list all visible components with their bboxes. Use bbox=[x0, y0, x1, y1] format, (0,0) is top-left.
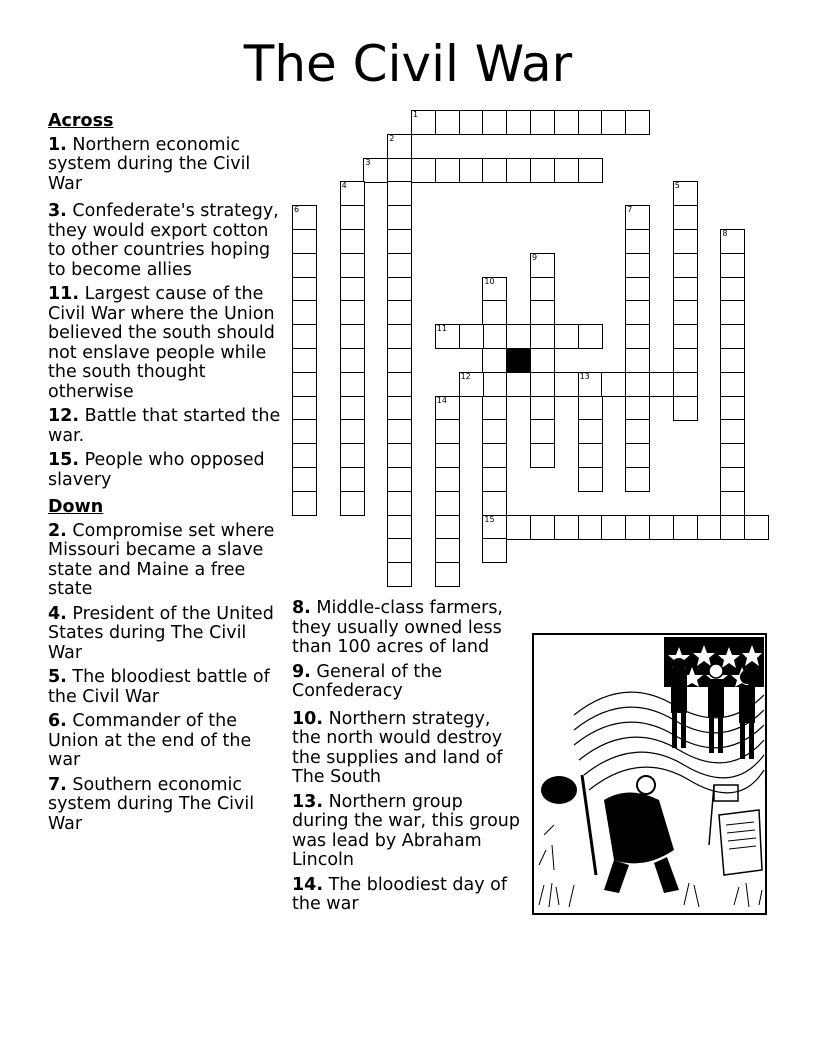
crossword-cell[interactable] bbox=[292, 277, 317, 302]
crossword-cell[interactable] bbox=[554, 158, 579, 183]
crossword-cell[interactable] bbox=[720, 277, 745, 302]
crossword-cell-number: 6 bbox=[294, 205, 300, 215]
crossword-cell[interactable] bbox=[387, 229, 412, 254]
crossword-cell[interactable] bbox=[482, 277, 507, 302]
crossword-cell-number: 10 bbox=[484, 276, 495, 286]
crossword-cell[interactable] bbox=[530, 158, 555, 183]
crossword-cell[interactable] bbox=[292, 229, 317, 254]
crossword-cell[interactable] bbox=[292, 324, 317, 349]
crossword-cell-number: 2 bbox=[389, 133, 395, 143]
down-clues-column-2 bbox=[292, 599, 520, 920]
crossword-cell[interactable] bbox=[459, 110, 484, 135]
crossword-cell[interactable] bbox=[482, 515, 507, 540]
crossword-cell[interactable] bbox=[530, 396, 555, 421]
clue-number: 14. bbox=[292, 874, 324, 895]
crossword-cell[interactable] bbox=[673, 300, 698, 325]
clue-text: Southern economic system during The Civil War bbox=[48, 774, 255, 834]
crossword-cell[interactable] bbox=[720, 229, 745, 254]
crossword-cell[interactable] bbox=[387, 158, 412, 183]
crossword-cell[interactable] bbox=[625, 443, 650, 468]
crossword-cell[interactable] bbox=[482, 419, 507, 444]
crossword-cell[interactable] bbox=[673, 277, 698, 302]
crossword-cell-number: 7 bbox=[627, 205, 633, 215]
crossword-cell[interactable] bbox=[625, 253, 650, 278]
crossword-cell[interactable] bbox=[625, 205, 650, 230]
crossword-block-cell bbox=[506, 348, 531, 373]
crossword-cell[interactable] bbox=[673, 396, 698, 421]
crossword-cell[interactable] bbox=[482, 158, 507, 183]
crossword-cell[interactable] bbox=[435, 443, 460, 468]
clue-down-14 bbox=[292, 876, 520, 915]
crossword-cell[interactable] bbox=[625, 372, 650, 397]
crossword-cell[interactable] bbox=[387, 538, 412, 563]
clue-text: Middle-class farmers, they usually owned less than 100 acres of land bbox=[292, 598, 503, 657]
crossword-cell[interactable] bbox=[720, 348, 745, 373]
crossword-cell[interactable] bbox=[292, 253, 317, 278]
clue-down-10 bbox=[292, 710, 520, 788]
crossword-cell[interactable] bbox=[673, 181, 698, 206]
crossword-cell[interactable] bbox=[435, 158, 460, 183]
crossword-cell-number: 13 bbox=[579, 371, 590, 381]
crossword-cell[interactable] bbox=[340, 348, 365, 373]
crossword-cell[interactable] bbox=[387, 419, 412, 444]
crossword-cell[interactable] bbox=[482, 372, 507, 397]
clue-number: 12. bbox=[48, 406, 80, 426]
crossword-cell-number: 12 bbox=[460, 371, 471, 381]
clue-number: 9. bbox=[292, 661, 311, 682]
crossword-cell[interactable] bbox=[292, 396, 317, 421]
crossword-cell[interactable] bbox=[720, 372, 745, 397]
clue-number: 2. bbox=[48, 520, 67, 541]
crossword-cell[interactable] bbox=[578, 372, 603, 397]
clue-text: President of the United States during The Civil War bbox=[48, 603, 274, 663]
crossword-cell[interactable] bbox=[387, 515, 412, 540]
crossword-cell[interactable] bbox=[435, 467, 460, 492]
crossword-cell[interactable] bbox=[411, 110, 436, 135]
crossword-cell[interactable] bbox=[578, 515, 603, 540]
crossword-cell[interactable] bbox=[625, 229, 650, 254]
crossword-cell[interactable] bbox=[530, 277, 555, 302]
crossword-cell[interactable] bbox=[554, 324, 579, 349]
crossword-cell[interactable] bbox=[292, 491, 317, 516]
clue-number: 11. bbox=[48, 284, 80, 304]
crossword-cell[interactable] bbox=[506, 515, 531, 540]
clue-text: Battle that started the war. bbox=[48, 406, 281, 446]
crossword-cell[interactable] bbox=[482, 110, 507, 135]
crossword-cell[interactable] bbox=[387, 134, 412, 159]
crossword-cell[interactable] bbox=[387, 300, 412, 325]
crossword-cell[interactable] bbox=[459, 324, 484, 349]
crossword-cell[interactable] bbox=[482, 443, 507, 468]
crossword-cell[interactable] bbox=[340, 491, 365, 516]
crossword-cell-number: 15 bbox=[484, 514, 495, 524]
crossword-cell[interactable] bbox=[292, 300, 317, 325]
crossword-cell[interactable] bbox=[625, 515, 650, 540]
crossword-cell[interactable] bbox=[673, 515, 698, 540]
crossword-cell[interactable] bbox=[482, 396, 507, 421]
crossword-cell[interactable] bbox=[673, 229, 698, 254]
clue-across-12 bbox=[48, 407, 284, 446]
crossword-cell[interactable] bbox=[340, 324, 365, 349]
crossword-cell[interactable] bbox=[601, 110, 626, 135]
crossword-cell[interactable] bbox=[649, 372, 674, 397]
crossword-cell[interactable] bbox=[625, 396, 650, 421]
crossword-cell[interactable] bbox=[340, 419, 365, 444]
clue-text: The bloodiest battle of the Civil War bbox=[48, 667, 270, 707]
crossword-cell[interactable] bbox=[435, 491, 460, 516]
crossword-cell[interactable] bbox=[506, 324, 531, 349]
crossword-cell-number: 3 bbox=[365, 157, 371, 167]
crossword-cell[interactable] bbox=[506, 110, 531, 135]
crossword-cell[interactable] bbox=[578, 419, 603, 444]
crossword-cell[interactable] bbox=[292, 419, 317, 444]
crossword-cell[interactable] bbox=[459, 372, 484, 397]
clue-across-11 bbox=[48, 285, 284, 402]
crossword-cell[interactable] bbox=[340, 396, 365, 421]
crossword-cell[interactable] bbox=[435, 324, 460, 349]
crossword-cell[interactable] bbox=[387, 277, 412, 302]
clue-text: People who opposed slavery bbox=[48, 450, 265, 490]
crossword-cell[interactable] bbox=[340, 467, 365, 492]
crossword-cell[interactable] bbox=[435, 538, 460, 563]
clue-down-6 bbox=[48, 712, 284, 771]
crossword-cell-number: 8 bbox=[722, 229, 728, 238]
clue-number: 7. bbox=[48, 774, 67, 795]
crossword-cell[interactable] bbox=[673, 205, 698, 230]
clue-number: 10. bbox=[292, 708, 324, 729]
crossword-cell[interactable] bbox=[625, 467, 650, 492]
crossword-cell[interactable] bbox=[720, 491, 745, 516]
crossword-cell[interactable] bbox=[625, 110, 650, 135]
clue-number: 4. bbox=[48, 603, 67, 624]
crossword-cell[interactable] bbox=[649, 515, 674, 540]
crossword-cell[interactable] bbox=[625, 277, 650, 302]
crossword-cell[interactable] bbox=[554, 372, 579, 397]
crossword-cell[interactable] bbox=[625, 348, 650, 373]
illustration-drawing bbox=[534, 635, 765, 913]
clue-down-2 bbox=[48, 522, 284, 600]
crossword-cell-number: 9 bbox=[532, 252, 538, 262]
crossword-cell[interactable] bbox=[673, 324, 698, 349]
crossword-cell[interactable] bbox=[530, 348, 555, 373]
crossword-cell[interactable] bbox=[506, 372, 531, 397]
clue-text: Northern strategy, the north would destroy the supplies and land of The South bbox=[292, 708, 503, 787]
clue-number: 5. bbox=[48, 667, 67, 687]
clue-across-1 bbox=[48, 136, 284, 195]
clue-down-8 bbox=[292, 599, 520, 658]
crossword-cell[interactable] bbox=[625, 300, 650, 325]
crossword-cell[interactable] bbox=[578, 467, 603, 492]
crossword-cell[interactable] bbox=[292, 348, 317, 373]
crossword-cell[interactable] bbox=[530, 419, 555, 444]
page-title: The Civil War bbox=[243, 35, 573, 93]
crossword-cell[interactable] bbox=[482, 491, 507, 516]
crossword-cell[interactable] bbox=[340, 300, 365, 325]
clue-text: Northern economic system during the Civil War bbox=[48, 134, 251, 194]
crossword-cell[interactable] bbox=[435, 110, 460, 135]
crossword-cell[interactable] bbox=[387, 324, 412, 349]
crossword-cell[interactable] bbox=[387, 181, 412, 206]
crossword-cell-number: 14 bbox=[436, 395, 447, 405]
crossword-cell[interactable] bbox=[673, 372, 698, 397]
crossword-cell[interactable] bbox=[292, 467, 317, 492]
crossword-cell-number: 11 bbox=[436, 324, 447, 334]
crossword-cell[interactable] bbox=[340, 181, 365, 206]
crossword-cell[interactable] bbox=[720, 515, 745, 540]
clue-text: Confederate's strategy, they would export cotton to other countries hoping to become allies bbox=[48, 201, 279, 280]
crossword-cell[interactable] bbox=[435, 396, 460, 421]
crossword-cell[interactable] bbox=[387, 348, 412, 373]
clue-number: 3. bbox=[48, 201, 67, 221]
crossword-cell[interactable] bbox=[482, 324, 507, 349]
crossword-cell[interactable] bbox=[482, 538, 507, 563]
crossword-cell[interactable] bbox=[601, 372, 626, 397]
crossword-cell[interactable] bbox=[482, 300, 507, 325]
clue-text: Commander of the Union at the end of the war bbox=[48, 711, 252, 770]
crossword-cell[interactable] bbox=[673, 253, 698, 278]
crossword-cell[interactable] bbox=[459, 158, 484, 183]
crossword-cell[interactable] bbox=[340, 205, 365, 230]
clue-text: The bloodiest day of the war bbox=[292, 874, 507, 914]
crossword-cell[interactable] bbox=[720, 253, 745, 278]
crossword-cell[interactable] bbox=[292, 372, 317, 397]
clue-down-13 bbox=[292, 793, 520, 871]
crossword-cell[interactable] bbox=[387, 253, 412, 278]
crossword-cell-number: 1 bbox=[413, 110, 419, 119]
crossword-cell[interactable] bbox=[530, 443, 555, 468]
crossword-cell[interactable] bbox=[387, 491, 412, 516]
down-heading: Down bbox=[48, 497, 104, 517]
clue-number: 13. bbox=[292, 791, 324, 812]
clue-across-15 bbox=[48, 451, 284, 490]
crossword-cell[interactable] bbox=[340, 443, 365, 468]
clue-text: Largest cause of the Civil War where the Union believed the south should not enslave people while the south thought otherwise bbox=[48, 284, 275, 402]
crossword-cell[interactable] bbox=[530, 253, 555, 278]
clue-down-7 bbox=[48, 776, 284, 835]
crossword-cell[interactable] bbox=[387, 396, 412, 421]
clue-across-3 bbox=[48, 202, 284, 280]
crossword-cell[interactable] bbox=[387, 562, 412, 587]
crossword-cell[interactable] bbox=[720, 396, 745, 421]
clue-number: 1. bbox=[48, 134, 67, 155]
crossword-cell[interactable] bbox=[530, 372, 555, 397]
crossword-cell[interactable] bbox=[578, 110, 603, 135]
crossword-cell[interactable] bbox=[363, 158, 388, 183]
clue-text: Compromise set where Missouri became a slave state and Maine a free state bbox=[48, 520, 275, 599]
crossword-cell[interactable] bbox=[340, 253, 365, 278]
crossword-cell[interactable] bbox=[387, 467, 412, 492]
crossword-cell[interactable] bbox=[340, 372, 365, 397]
clue-down-5 bbox=[48, 668, 284, 707]
crossword-cell[interactable] bbox=[673, 348, 698, 373]
civil-war-memorial-illustration bbox=[532, 633, 767, 915]
across-clues bbox=[48, 112, 284, 839]
crossword-cell[interactable] bbox=[340, 277, 365, 302]
clue-down-9 bbox=[292, 663, 520, 702]
crossword-cell[interactable] bbox=[720, 300, 745, 325]
crossword-cell[interactable] bbox=[578, 443, 603, 468]
crossword-cell[interactable] bbox=[720, 324, 745, 349]
crossword-cell[interactable] bbox=[435, 515, 460, 540]
crossword-cell[interactable] bbox=[601, 515, 626, 540]
across-heading: Across bbox=[48, 111, 114, 131]
crossword-cell[interactable] bbox=[625, 324, 650, 349]
clue-number: 8. bbox=[292, 598, 311, 618]
crossword-cell[interactable] bbox=[411, 158, 436, 183]
crossword-cell[interactable] bbox=[506, 158, 531, 183]
crossword-cell[interactable] bbox=[530, 515, 555, 540]
crossword-cell[interactable] bbox=[387, 372, 412, 397]
crossword-cell[interactable] bbox=[625, 419, 650, 444]
crossword-cell[interactable] bbox=[578, 396, 603, 421]
crossword-cell[interactable] bbox=[482, 467, 507, 492]
crossword-cell[interactable] bbox=[530, 110, 555, 135]
crossword-cell[interactable] bbox=[292, 443, 317, 468]
clue-text: Northern group during the war, this group was lead by Abraham Lincoln bbox=[292, 791, 520, 870]
crossword-cell[interactable] bbox=[554, 515, 579, 540]
crossword-cell[interactable] bbox=[578, 324, 603, 349]
crossword-cell[interactable] bbox=[435, 419, 460, 444]
clue-number: 15. bbox=[48, 450, 80, 470]
crossword-cell[interactable] bbox=[482, 348, 507, 373]
crossword-cell[interactable] bbox=[292, 205, 317, 230]
crossword-cell[interactable] bbox=[530, 324, 555, 349]
clue-text: General of the Confederacy bbox=[292, 661, 443, 701]
crossword-cell[interactable] bbox=[387, 205, 412, 230]
crossword-cell[interactable] bbox=[554, 110, 579, 135]
clue-number: 6. bbox=[48, 711, 67, 731]
crossword-cell[interactable] bbox=[744, 515, 769, 540]
crossword-cell[interactable] bbox=[697, 515, 722, 540]
crossword-cell[interactable] bbox=[340, 229, 365, 254]
crossword-cell[interactable] bbox=[530, 300, 555, 325]
crossword-cell[interactable] bbox=[578, 158, 603, 183]
crossword-cell[interactable] bbox=[435, 562, 460, 587]
crossword-cell[interactable] bbox=[720, 419, 745, 444]
clue-down-4 bbox=[48, 605, 284, 664]
crossword-cell[interactable] bbox=[720, 467, 745, 492]
crossword-cell[interactable] bbox=[720, 443, 745, 468]
crossword-cell-number: 4 bbox=[341, 181, 347, 191]
crossword-cell-number: 5 bbox=[674, 181, 680, 191]
crossword-cell[interactable] bbox=[387, 443, 412, 468]
